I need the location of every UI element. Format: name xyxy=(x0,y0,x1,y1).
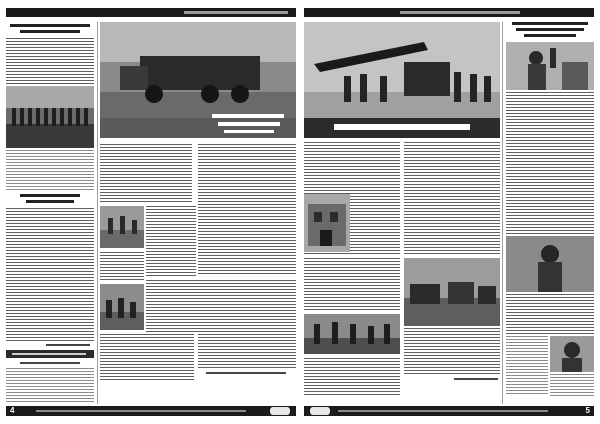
main-column-4 xyxy=(404,328,500,374)
military-truck-image xyxy=(100,22,296,138)
article-text-2 xyxy=(6,208,94,342)
header-text-block xyxy=(184,11,288,14)
footer-text-block xyxy=(36,410,246,412)
photo-training xyxy=(100,206,144,248)
wrestler-image xyxy=(506,42,594,90)
artillery-group-image xyxy=(304,22,500,138)
article-text xyxy=(6,38,94,84)
wrap-text-1 xyxy=(146,206,196,278)
wrap-text-2 xyxy=(100,252,144,280)
page-number-left: 4 xyxy=(10,406,15,415)
photo-soldiers xyxy=(100,284,144,330)
page-right xyxy=(304,8,594,416)
main-column-5 xyxy=(304,358,400,396)
photo-title-bar-2 xyxy=(218,122,280,126)
sidebar-text xyxy=(506,92,594,234)
wrap-text-3 xyxy=(146,280,296,334)
portrait-image xyxy=(550,336,594,372)
photo-caption-text xyxy=(6,150,94,190)
vehicles-image xyxy=(404,258,500,326)
training-image xyxy=(100,206,144,248)
headline-block-2 xyxy=(20,30,80,33)
sidebar-headline xyxy=(512,22,588,25)
center-column-2 xyxy=(198,144,296,274)
photo-formation xyxy=(6,86,94,148)
header-text-block-right xyxy=(400,11,520,14)
left-column xyxy=(6,22,94,404)
page-left xyxy=(6,8,296,416)
photo-wrestler xyxy=(506,42,594,90)
signature-line xyxy=(46,344,90,346)
photo-building xyxy=(304,194,350,252)
photo-title-bar-3 xyxy=(224,130,274,133)
main-column-3 xyxy=(304,258,400,312)
footer-text-block-right xyxy=(338,410,548,412)
page-header-bar-right xyxy=(304,8,594,17)
main-headline-bar xyxy=(334,124,470,130)
photo-troops xyxy=(304,314,400,354)
section-header xyxy=(6,350,94,358)
subheadline-block xyxy=(20,194,80,197)
section-text xyxy=(6,368,94,404)
photo-vehicles xyxy=(404,258,500,326)
building-image xyxy=(304,194,350,252)
column-divider-right xyxy=(502,22,503,404)
sidebar-headline-3 xyxy=(524,34,576,37)
photo-formation-image xyxy=(6,86,94,148)
photo-artillery-group xyxy=(304,22,500,138)
page-footer-bar-right xyxy=(304,406,594,416)
page-header-bar xyxy=(6,8,296,17)
page-footer-bar xyxy=(6,406,296,416)
photo-title-bar xyxy=(212,114,284,118)
article-signature xyxy=(454,378,498,380)
photo-athlete xyxy=(506,236,594,292)
column-divider xyxy=(97,22,98,404)
headline-block xyxy=(10,24,90,27)
page-number-right: 5 xyxy=(585,406,590,415)
masthead-logo-right xyxy=(310,407,330,415)
sidebar-text-2 xyxy=(506,294,594,334)
sidebar-text-3 xyxy=(506,336,548,396)
footnote-line xyxy=(206,372,286,374)
troops-image xyxy=(304,314,400,354)
main-column-2 xyxy=(404,142,500,256)
sidebar-text-4 xyxy=(550,374,594,396)
section-subhead xyxy=(20,362,80,364)
masthead-logo xyxy=(270,407,290,415)
photo-military-truck xyxy=(100,22,296,138)
sidebar-headline-2 xyxy=(516,28,584,31)
soldiers-image xyxy=(100,284,144,330)
athlete-image xyxy=(506,236,594,292)
right-column xyxy=(506,22,594,404)
center-column-1 xyxy=(100,144,192,202)
subheadline-block-2 xyxy=(26,200,74,203)
photo-portrait xyxy=(550,336,594,372)
